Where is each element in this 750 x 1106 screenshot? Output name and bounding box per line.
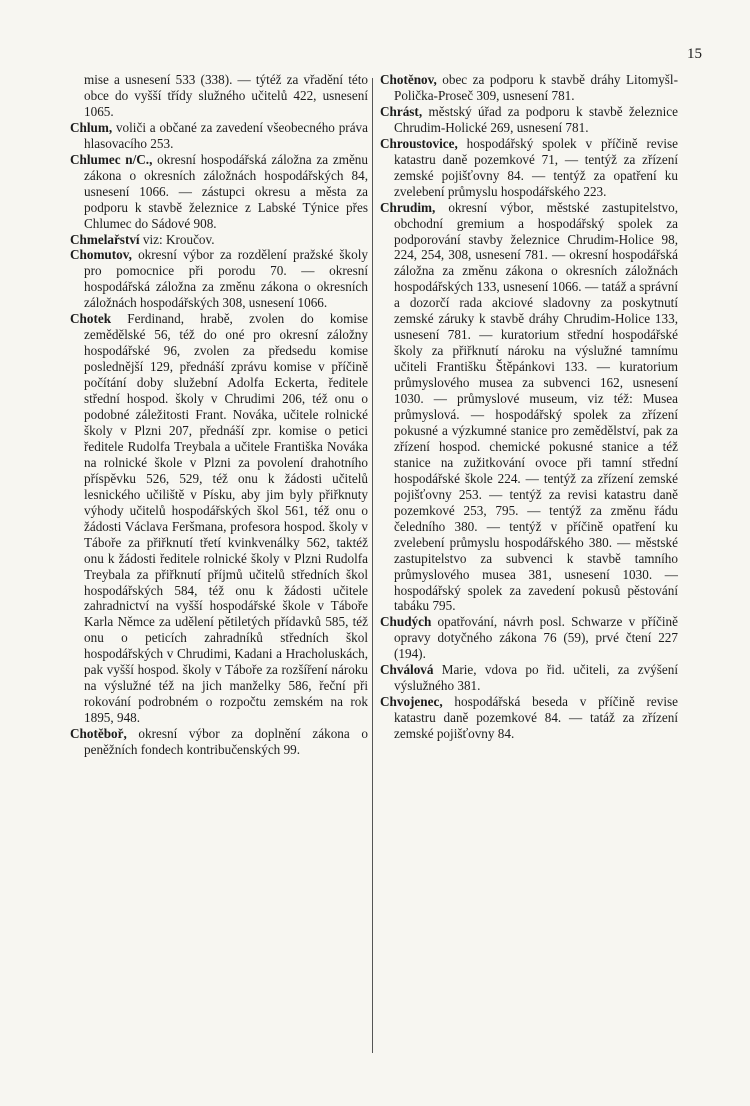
index-entry <box>70 152 368 232</box>
entry-text: voliči a občané za zavedení všeobecného práva hlasovacího 253. <box>84 119 368 151</box>
entry-headword: Chrást, <box>380 103 423 119</box>
index-entry <box>70 311 368 726</box>
index-entry <box>70 232 368 248</box>
entry-headword: Chotek <box>70 311 112 327</box>
entry-text: okresní výbor za rozdělení pražské školy pro pomocnice při porodu 70. — okresní hospodářská záložna za změnu zákona o okresních záložnách hospodářských 308, usnesení 1066. <box>84 247 368 311</box>
entry-text: viz: Kroučov. <box>139 231 215 247</box>
index-entry <box>380 104 678 136</box>
index-entry <box>380 72 678 104</box>
index-entry <box>70 247 368 311</box>
entry-headword: Chrudim, <box>380 199 436 215</box>
entry-headword: Chválová <box>380 662 434 678</box>
entry-headword: Chomutov, <box>70 247 132 263</box>
entry-headword: Chudých <box>380 614 432 630</box>
entry-text: obec za podporu k stavbě dráhy Litomyšl-Polička-Proseč 309, usnesení 781. <box>394 72 678 103</box>
index-entry <box>380 136 678 200</box>
entry-headword: Chmelařství <box>70 231 140 247</box>
entry-headword: Chotěboř, <box>70 726 127 742</box>
index-entry <box>70 72 368 120</box>
entry-text: mise a usnesení 533 (338). — týtéž za vřadění této obce do vyšší třídy služného učitelů 422, usnesení 1065. <box>84 72 368 119</box>
page-number: 15 <box>687 46 702 62</box>
entry-headword: Chroustovice, <box>380 135 458 151</box>
entry-text: okresní hospodářská záložna za změnu zákona o okresních záložnách hospodářských 84, usnesení 1066. — zástupci okresu a města za podporu k stavbě železnice z Labské Týnice přes Chlumec do Sádové 908. <box>84 151 368 231</box>
entry-text: Marie, vdova po řid. učiteli, za zvýšení výslužného 381. <box>394 662 678 694</box>
entry-text: opatřování, návrh posl. Schwarze v příčině opravy dotyčného zákona 76 (59), prvé čtení 227 (194). <box>394 614 678 662</box>
entry-headword: Chlum, <box>70 119 113 135</box>
left-column <box>70 72 368 758</box>
index-entry <box>380 694 678 742</box>
entry-text: okresní výbor za doplnění zákona o peněžních fondech kontribučenských 99. <box>84 726 368 758</box>
entry-text: okresní výbor, městské zastupitelstvo, obchodní gremium a hospodářský spolek za podporování stavby železnice Chrudim-Holice 98, 224, 254, 308, usnesení 781. — okresní hospodářská záložna za změnu zákona o okresních záložnách hospodářských 133, usnesení 1066. — tatáž a správní a dozorčí rada akciové sladovny za poskytnutí zemské záruky k stavbě dráhy Chrudim-Holice 133, usnesení 781. — kuratorium střední hospodářské školy za přiřknutí nároku na výslužné tamnímu učiteli Františku Štěpánkovi 133. — kuratorium průmyslového musea za subvenci 162, usnesení 1030. — průmyslové museum, viz též: Musea průmyslová. — hospodářský spolek za zřízení pokusné a výzkumné stanice pro zemědělství, pak za zřízení hospod. chemické pokusné stanice a též stanice na zužitkování ovoce při tamní střední hospodářské škole 224. — tentýž za zřízení zemské pojišťovny 253. — tentýž za revisi katastru daně pozemkové 253, 795. — tentýž za změnu řádu čeledního 380. — tentýž v příčině opatření ku zvelebení průmyslu hospodářského 380. — městské zastupitelstvo za subvenci k stavbě tamního průmyslového musea 381, usnesení 1030. — hospodářský spolek za zavedení pokusů pěstování tabáku 795. <box>394 199 678 614</box>
entry-text: městský úřad za podporu k stavbě železnice Chrudim-Holické 269, usnesení 781. <box>394 103 678 135</box>
index-entry <box>380 614 678 662</box>
entry-headword: Chvojenec, <box>380 694 443 710</box>
entry-text: Ferdinand, hrabě, zvolen do komise zemědělské 56, též do oné pro okresní záložny hospodářské 96, zvolen za předsedu komise poslednější 129, přednáší zprávu komise v příčině počítání doby služební Adolfa Eckerta, ředitele střední hospod. školy v Chrudimi 206, též onu o podobné záležitosti Frant. Nováka, učitele rolnické školy v Plzni 207, přednáší zpr. komise o petici ředitele Rudolfa Treybala a učitele Františka Nováka na rolnické škole v Plzni za povolení drahotního příspěvku 526, 529, též onu k žádosti učitelů lesnického učiliště v Písku, aby jim byly přiřknuty výhody učitelů hospodářských škol 561, též onu o žádosti Václava Feršmana, profesora hospod. školy v Táboře za přiřknutí třetí kvinkvenálky 562, taktéž onu k žádosti ředitele rolnické školy v Plzni Rudolfa Treybala za přiřknutí příjmů učitelů středních škol hospodářských 584, též onu k žádosti učitele zahradnictví na vyšší hospodářské škole v Táboře Karla Němce za udělení pětiletých přídavků 585, též onu o peticích zahradníků středních škol hospodářských v Chrudimi, Kadani a Hracholuskách, pak vyšší hospod. školy v Táboře za rozšíření nároku na výslužné též na jich manželky 586, řeční při rokování podrobném o rozpočtu zemském na rok 1895, 948. <box>84 311 368 726</box>
entry-text: hospodářská beseda v příčině revise katastru daně pozemkové 84. — tatáž za zřízení zemské pojišťovny 84. <box>394 694 678 742</box>
entry-text: hospodářský spolek v příčině revise katastru daně pozemkové 71, — tentýž za zřízení zemské pojišťovny 84. — tentýž za opatření ku zvelebení průmyslu hospodářského 223. <box>394 135 678 199</box>
right-column <box>380 72 678 742</box>
column-divider <box>372 78 373 1053</box>
index-entry <box>380 200 678 615</box>
index-entry <box>70 120 368 152</box>
entry-headword: Chlumec n/C., <box>70 151 153 167</box>
index-entry <box>380 662 678 694</box>
index-entry <box>70 726 368 758</box>
entry-headword: Chotěnov, <box>380 72 437 87</box>
